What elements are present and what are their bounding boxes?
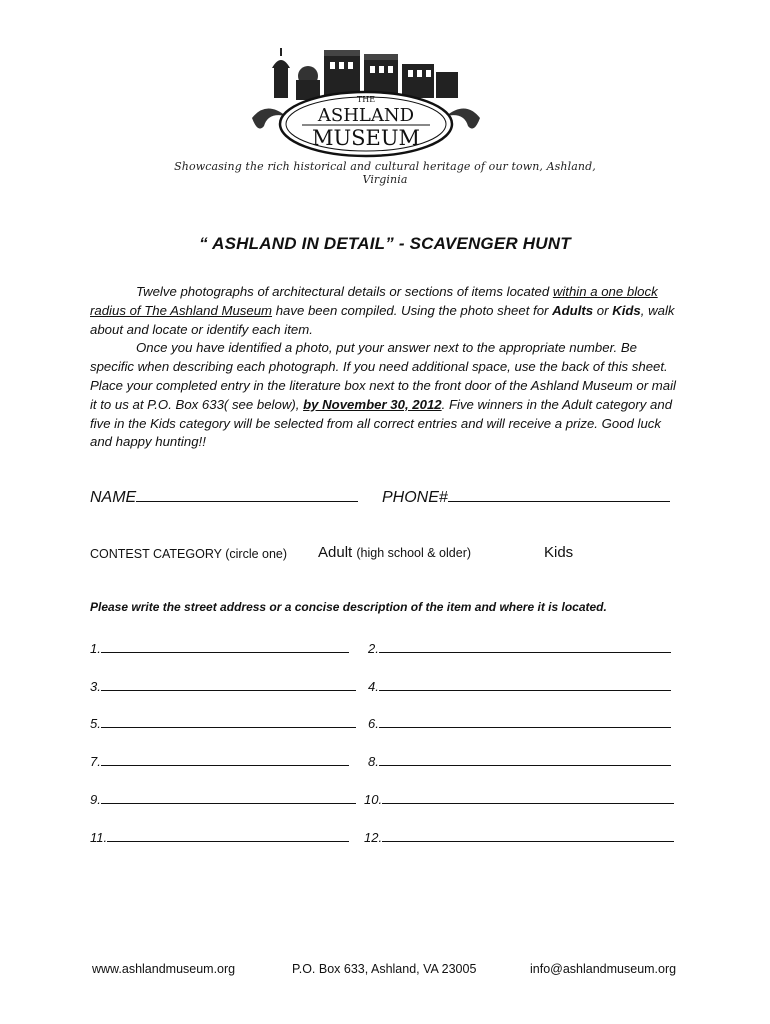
name-field[interactable] <box>90 487 358 507</box>
footer-website[interactable]: www.ashlandmuseum.org <box>92 962 236 976</box>
answer-8[interactable]: 8. <box>368 752 671 769</box>
museum-logo <box>246 38 486 160</box>
answer-instruction: Please write the street address or a concise description of the item and where it is located. <box>90 600 607 614</box>
answer-2[interactable]: 2. <box>368 639 671 656</box>
answer-5[interactable]: 5. <box>90 714 356 731</box>
category-adult-option[interactable]: Adult (high school & older) <box>318 544 472 561</box>
answer-3[interactable]: 3. <box>90 677 356 694</box>
phone-line[interactable] <box>448 487 670 502</box>
svg-text:MUSEUM: MUSEUM <box>311 126 421 150</box>
answer-11[interactable]: 11. <box>90 828 349 845</box>
answer-12[interactable]: 12. <box>364 828 674 845</box>
name-label: NAME <box>90 489 137 506</box>
svg-text:ASHLAND: ASHLAND <box>317 105 415 126</box>
category-kids-option[interactable]: Kids <box>544 544 574 561</box>
phone-field[interactable] <box>382 487 670 507</box>
intro-paragraph-2: Once you have identified a photo, put your answer next to the appropriate number. Be specific when describing each photograph. If you need additional space, use the back of this sheet. Place your completed entry in the literature box next to the front door of the Ashland Museum or mail it to us at P.O. Box 633( see below), by November 30, 2012. Five winners in the Adult category and five in the Kids category will be selected from all correct entries and will receive a prize. Good luck and happy hunting!! <box>90 340 676 450</box>
answer-7[interactable]: 7. <box>90 752 349 769</box>
answer-4[interactable]: 4. <box>368 677 671 694</box>
intro-text <box>90 283 682 452</box>
answer-6[interactable]: 6. <box>368 714 671 731</box>
category-label: CONTEST CATEGORY (circle one) <box>90 547 288 561</box>
answer-1[interactable]: 1. <box>90 639 349 656</box>
answer-9[interactable]: 9. <box>90 790 356 807</box>
answer-10[interactable]: 10. <box>364 790 674 807</box>
phone-label: PHONE# <box>382 489 448 506</box>
intro-paragraph-1: Twelve photographs of architectural details or sections of items located within a one block radius of The Ashland Museum have been compiled. Using the photo sheet for Adults or Kids, walk about and locate or identify each item. <box>90 284 675 337</box>
footer-address: P.O. Box 633, Ashland, VA 23005 <box>292 962 477 976</box>
page-title: “ ASHLAND IN DETAIL” - SCAVENGER HUNT <box>199 234 571 253</box>
svg-text:THE: THE <box>356 95 376 104</box>
footer-email[interactable]: info@ashlandmuseum.org <box>530 962 677 976</box>
tagline: Showcasing the rich historical and cultural heritage of our town, Ashland, Virginia <box>174 160 596 186</box>
name-line[interactable] <box>136 487 358 502</box>
